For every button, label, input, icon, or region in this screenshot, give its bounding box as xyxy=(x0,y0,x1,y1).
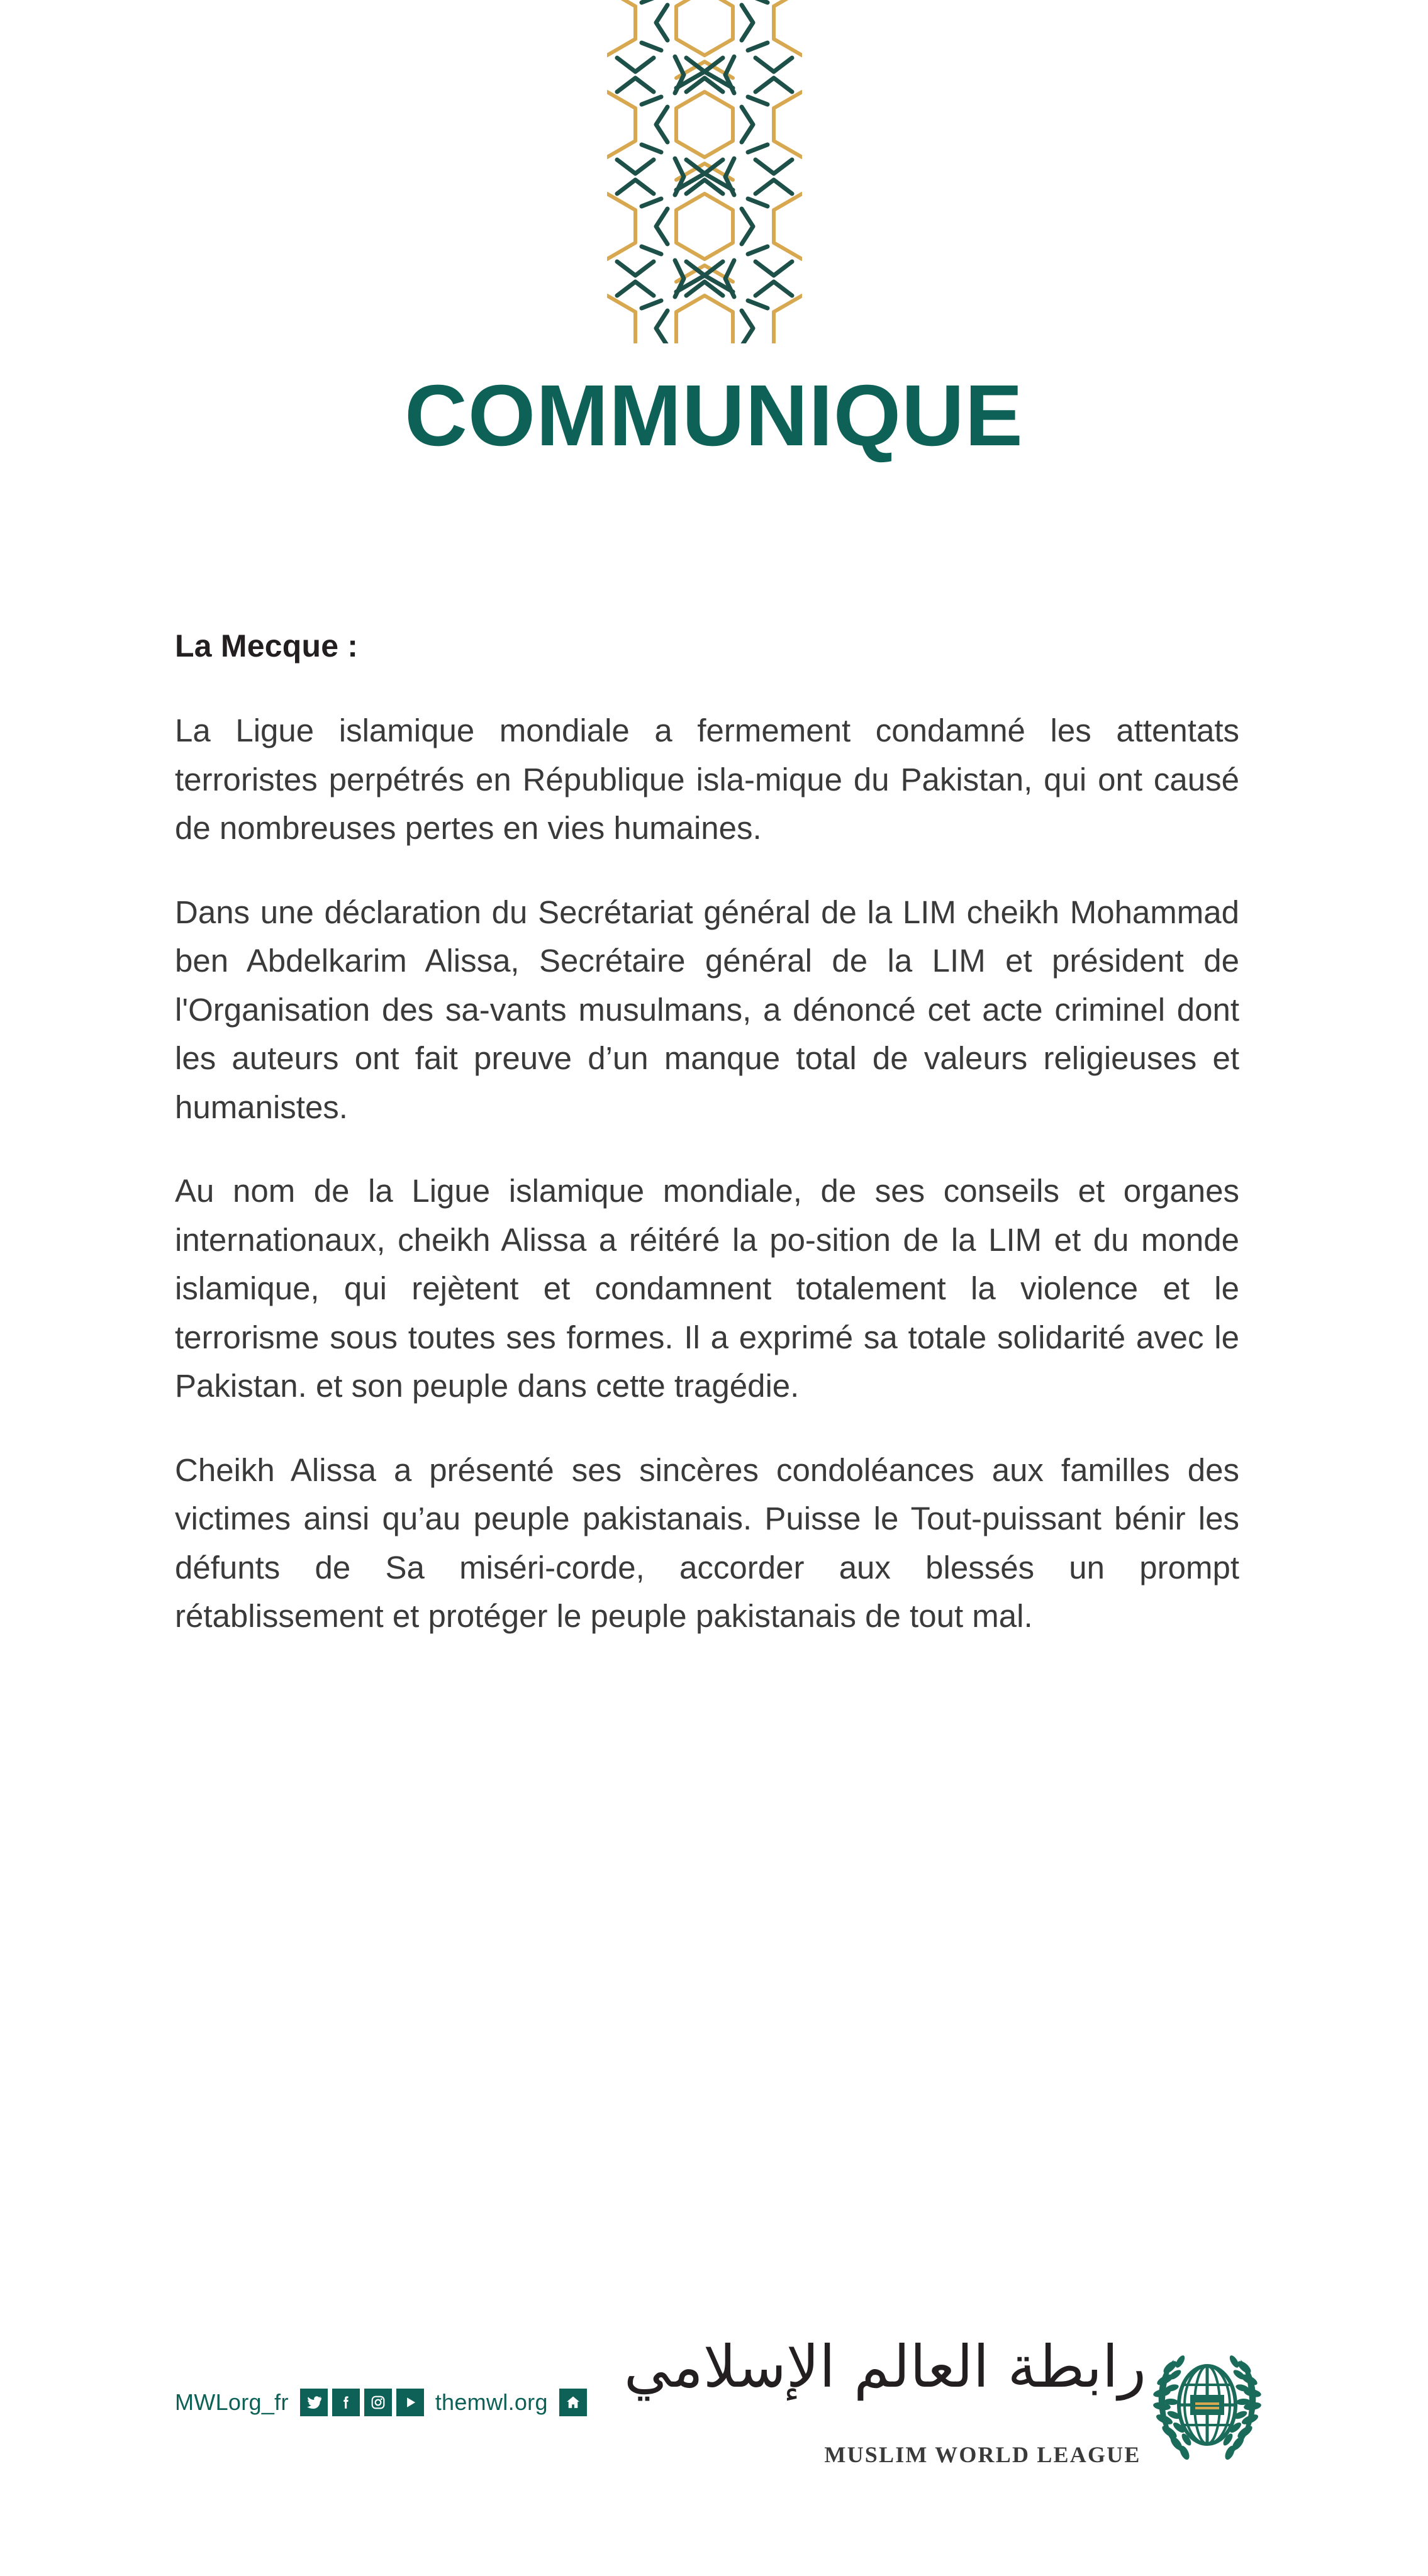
globe-and-laurel-wreath-emblem-icon xyxy=(1149,2342,1266,2465)
home-icon[interactable] xyxy=(559,2389,587,2416)
paragraph-1: La Ligue islamique mondiale a fermement condamné les attentats terroristes perpétrés en République isla-mique du Pakistan, qui ont causé de nombreuses pertes en vies humaines. xyxy=(175,713,1239,847)
youtube-icon[interactable] xyxy=(396,2389,424,2416)
facebook-icon[interactable] xyxy=(332,2389,360,2416)
instagram-icon[interactable] xyxy=(364,2389,392,2416)
mwl-logo xyxy=(623,2327,1266,2484)
mwl-arabic-lockup xyxy=(623,2327,1146,2484)
islamic-geometric-hexagon-pattern-icon xyxy=(607,0,802,346)
social-handle-label: MWLorg_fr xyxy=(175,2389,289,2415)
paragraph-3: Au nom de la Ligue islamique mondiale, de ses conseils et organes internationaux, cheikh Alissa a réitéré la po-sition de la LIM et du monde islamique, qui rejètent et condamnent totalement la violence et le terrorisme sous toutes ses formes. Il a exprimé sa totale solidarité avec le Pakistan. et son peuple dans cette tragédie. xyxy=(175,1173,1239,1404)
footer xyxy=(0,2321,1428,2509)
header-ornament-band xyxy=(0,0,1428,346)
communique-body xyxy=(175,629,1239,1641)
page-title: COMMUNIQUE xyxy=(404,367,1024,464)
social-icon-group xyxy=(300,2389,424,2416)
dateline: La Mecque : xyxy=(175,628,359,663)
paragraph-4: Cheikh Alissa a présenté ses sincères condoléances aux familles des victimes ainsi qu’au peuple pakistanais. Puisse le Tout-puissant bénir les défunts de Sa miséri-corde, accorder aux blessés un prompt rétablissement et protéger le peuple pakistanais de tout mal. xyxy=(175,1452,1239,1635)
social-media-row xyxy=(175,2389,587,2416)
paragraph-2: Dans une déclaration du Secrétariat général de la LIM cheikh Mohammad ben Abdelkarim Alissa, Secrétaire général de la LIM et président de l'Organisation des sa-vants musulmans, a dénoncé cet acte criminel dont les auteurs ont fait preuve d’un manque total de valeurs religieuses et humanistes. xyxy=(175,894,1239,1125)
mwl-arabic-name: رابطة العالم الإسلامي xyxy=(623,2333,1146,2401)
website-label: themwl.org xyxy=(435,2389,548,2415)
mwl-latin-name: MUSLIM WORLD LEAGUE xyxy=(824,2442,1141,2467)
twitter-icon[interactable] xyxy=(300,2389,328,2416)
